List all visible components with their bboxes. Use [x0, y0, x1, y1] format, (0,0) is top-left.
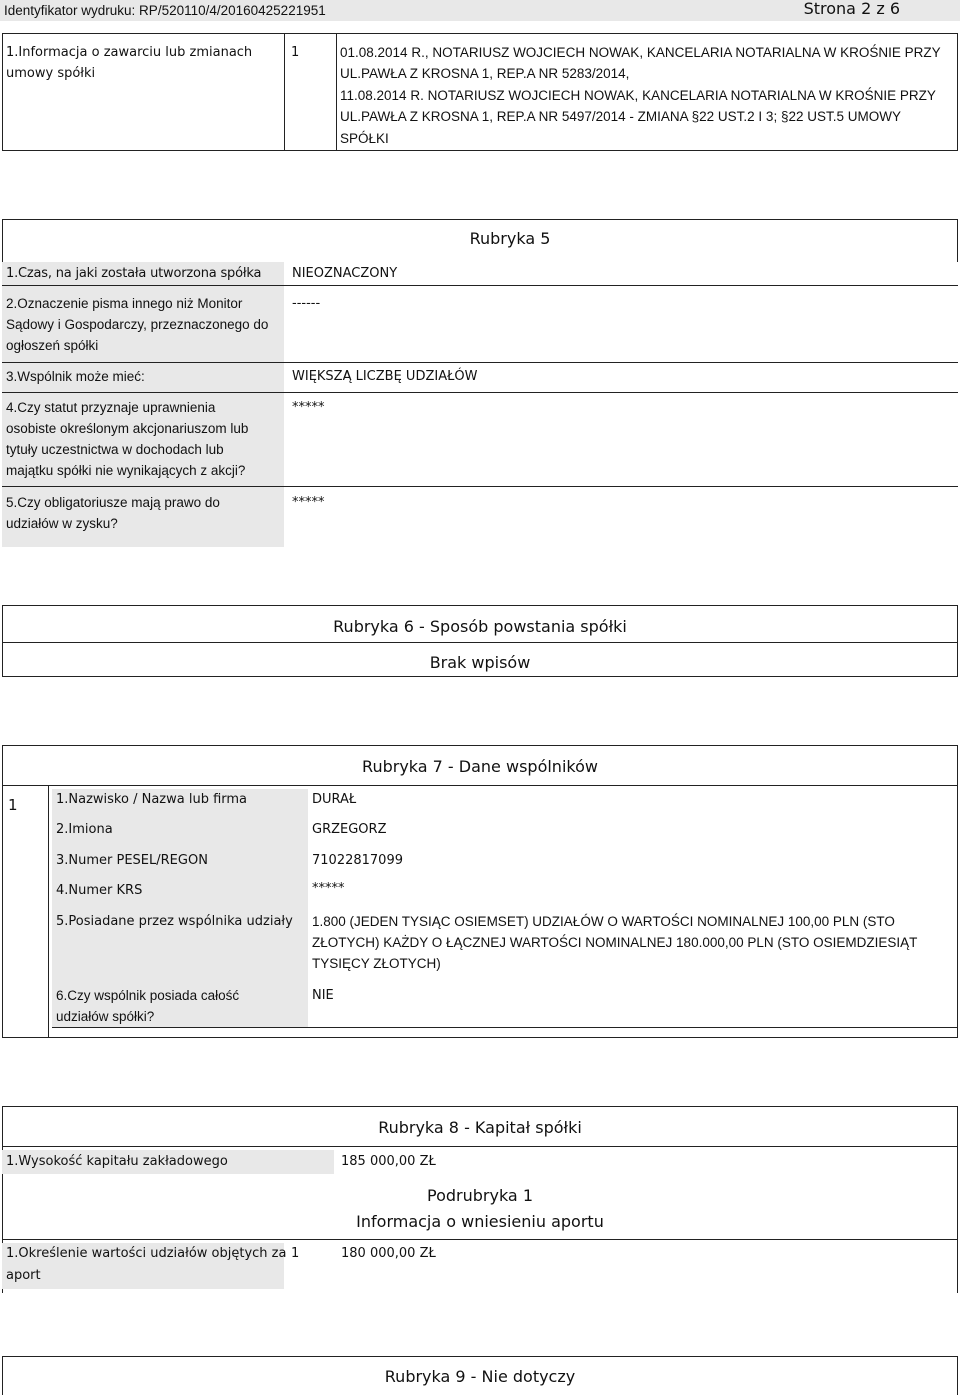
- rubryka-5-title: Rubryka 5: [469, 229, 551, 248]
- aport-label: 1.Określenie wartości udziałów objętych za: [6, 1246, 287, 1261]
- r7-shares-value-cont: TYSIĘCY ZŁOTYCH): [312, 956, 441, 971]
- rubryka-9-title: Rubryka 9 - Nie dotyczy: [384, 1367, 576, 1386]
- r5-statute-label-cont: osobiste określonym akcjonariuszom lub: [6, 421, 249, 436]
- page-number: Strona 2 z 6: [803, 0, 900, 18]
- r5-statute-label-cont: tytuły uczestnictwa w dochodach lub: [6, 442, 224, 457]
- agreement-info-label: 1.Informacja o zawarciu lub zmianach: [6, 45, 253, 60]
- r5-publication-label: 2.Oznaczenie pisma innego niż Monitor: [6, 296, 243, 311]
- aport-label-cont: aport: [6, 1268, 41, 1283]
- print-identifier: Identyfikator wydruku: RP/520110/4/20160425221951: [4, 3, 326, 18]
- r5-bondholder-label-cont: udziałów w zysku?: [6, 516, 118, 531]
- agreement-text-line: 11.08.2014 R. NOTARIUSZ WOJCIECH NOWAK, KANCELARIA NOTARIALNA W KROŚNIE PRZY: [340, 88, 936, 103]
- r7-name-label: 1.Nazwisko / Nazwa lub firma: [56, 792, 248, 807]
- r5-publication-label-cont: Sądowy i Gospodarczy, przeznaczonego do: [6, 317, 269, 332]
- capital-value: 185 000,00 ZŁ: [341, 1154, 436, 1169]
- agreement-entry-number: 1: [291, 45, 300, 60]
- r5-partner-value: WIĘKSZĄ LICZBĘ UDZIAŁÓW: [292, 369, 478, 384]
- agreement-text-line: 01.08.2014 R., NOTARIUSZ WOJCIECH NOWAK, KANCELARIA NOTARIALNA W KROŚNIE PRZY: [340, 45, 941, 60]
- r7-name-value: DURAŁ: [312, 792, 357, 807]
- capital-label: 1.Wysokość kapitału zakładowego: [6, 1154, 228, 1169]
- aport-number: 1: [291, 1246, 300, 1261]
- r7-all-shares-label: 6.Czy wspólnik posiada całość: [56, 988, 240, 1003]
- r5-term-label: 1.Czas, na jaki została utworzona spółka: [6, 266, 262, 281]
- r5-statute-value: *****: [292, 400, 325, 415]
- r7-krs-label: 4.Numer KRS: [56, 883, 143, 898]
- agreement-info-label-cont: umowy spółki: [6, 66, 96, 81]
- subsection-title: Podrubryka 1: [427, 1186, 533, 1205]
- r7-pesel-label: 3.Numer PESEL/REGON: [56, 853, 208, 868]
- rubryka-6-no-entries: Brak wpisów: [429, 653, 531, 672]
- aport-value: 180 000,00 ZŁ: [341, 1246, 436, 1261]
- rubryka-8-title: Rubryka 8 - Kapitał spółki: [378, 1118, 582, 1137]
- r7-all-shares-value: NIE: [312, 988, 334, 1003]
- agreement-text-line: UL.PAWŁA Z KROSNA 1, REP.A NR 5497/2014 - ZMIANA §22 UST.2 I 3; §22 UST.5 UMOWY: [340, 109, 901, 124]
- r5-bondholder-label: 5.Czy obligatoriusze mają prawo do: [6, 495, 220, 510]
- subsection-subtitle: Informacja o wniesieniu aportu: [356, 1212, 604, 1231]
- r7-firstname-value: GRZEGORZ: [312, 822, 387, 837]
- agreement-text-line: SPÓŁKI: [340, 131, 389, 146]
- rubryka-6-title: Rubryka 6 - Sposób powstania spółki: [333, 617, 627, 636]
- r7-pesel-value: 71022817099: [312, 853, 403, 868]
- r7-all-shares-label-cont: udziałów spółki?: [56, 1009, 155, 1024]
- r7-firstname-label: 2.Imiona: [56, 822, 113, 837]
- r5-statute-label: 4.Czy statut przyznaje uprawnienia: [6, 400, 216, 415]
- r5-publication-value: ------: [292, 296, 321, 311]
- r7-shares-value: 1.800 (JEDEN TYSIĄC OSIEMSET) UDZIAŁÓW O WARTOŚCI NOMINALNEJ 100,00 PLN (STO: [312, 914, 895, 929]
- r5-publication-label-cont: ogłoszeń spółki: [6, 338, 99, 353]
- partner-number: 1: [8, 796, 18, 814]
- r5-partner-label: 3.Wspólnik może mieć:: [6, 369, 145, 384]
- rubryka-7-title: Rubryka 7 - Dane wspólników: [362, 757, 598, 776]
- r5-statute-label-cont: majątku spółki nie wynikających z akcji?: [6, 463, 246, 478]
- r7-shares-label: 5.Posiadane przez wspólnika udziały: [56, 914, 293, 929]
- r7-krs-value: *****: [312, 881, 345, 896]
- r5-bondholder-value: *****: [292, 495, 325, 510]
- r7-shares-value-cont: ZŁOTYCH) KAŻDY O ŁĄCZNEJ WARTOŚCI NOMINALNEJ 180.000,00 PLN (STO OSIEMDZIESIĄT: [312, 935, 918, 950]
- r5-term-value: NIEOZNACZONY: [292, 266, 398, 281]
- agreement-text-line: UL.PAWŁA Z KROSNA 1, REP.A NR 5283/2014,: [340, 66, 630, 81]
